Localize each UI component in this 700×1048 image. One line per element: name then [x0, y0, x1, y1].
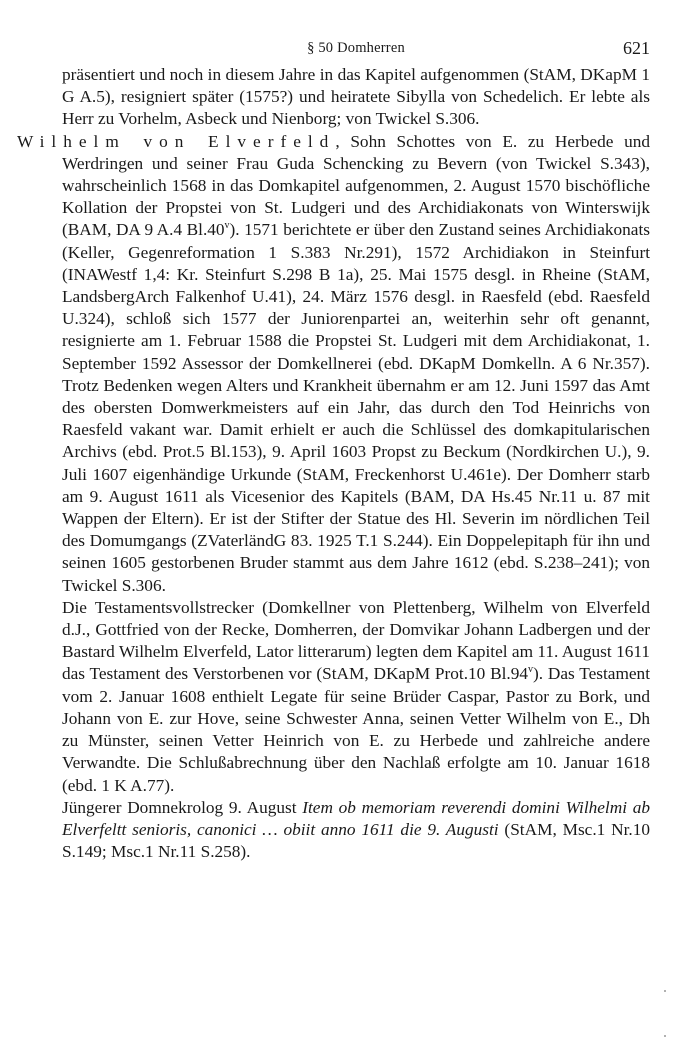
latin-quote: Item ob memoriam reverendi domini Wilhelmi ab Elverfeltt senioris, canonici … obiit anno 1611 die 9. Augusti	[62, 797, 650, 839]
running-header	[62, 40, 650, 62]
paragraph-continuation	[62, 64, 650, 131]
scan-speck	[664, 1035, 666, 1037]
paragraph-testament	[62, 597, 650, 797]
paragraph-text: präsentiert und noch in diesem Jahre in das Kapitel aufgenommen (StAM, DKapM 1 G A.5), resigniert später (1575?) und heiratete Sibylla von Schedelich. Er lebte als Herr zu Vorhelm, Asbeck und Nienborg; von Twickel S.306.	[62, 65, 650, 129]
entry-wilhelm-von-elverfeld	[17, 131, 650, 597]
paragraph-text: Die Testamentsvollstrecker (Domkellner von Plettenberg, Wilhelm von Elverfeld d.J., Gottfried von der Recke, Domherren, der Domvikar Johann Ladbergen und der Bastard Wilhelm Elverfeld, Lator litterarum) legten dem Kapitel am 11. August 1611 das Testament des Verstorbenen vor (StAM, DKapM Prot.10 Bl.94	[62, 597, 650, 684]
page-body	[17, 64, 650, 863]
page-number: 621	[623, 38, 650, 58]
paragraph-text: ). 1571 berichtete er über den Zustand seines Archidiakonats (Keller, Gegenreformation 1 S.383 Nr.291), 1572 Archidiakon in Steinfurt (INAWestf 1,4: Kr. Steinfurt S.298 B 1a), 25. Mai 1575 desgl. in Rheine (StAM, LandsbergArch Falkenhof U.41), 24. März 1576 desgl. in Raesfeld (ebd. Raesfeld U.324), schloß sich 1577 der Juniorenpartei an, weiterhin sehr oft genannt, resignierte am 1. Februar 1588 die Propstei St. Ludgeri mit dem Archidiakonat, 1. September 1592 Assessor der Domkellnerei (ebd. DKapM Domkelln. A 6 Nr.357). Trotz Bedenken wegen Alters und Krankheit übernahm er am 12. Juni 1597 das Amt des obersten Domwerkmeisters auf ein Jahr, das durch den Tod Heinrichs von Raesfeld vakant war. Damit erhielt er auch die Schlüssel des domkapitularischen Archivs (ebd. Prot.5 Bl.153), 9. April 1603 Propst zu Beckum (Nordkirchen U.), 9. Juli 1607 eigenhändige Urkunde (StAM, Freckenhorst U.461e). Der Domherr starb am 9. August 1611 als Vicesenior des Kapitels (BAM, DA Hs.45 Nr.11 u. 87 mit Wappen der Eltern). Er ist der Stifter der Statue des Hl. Severin im nördlichen Teil des Domumgangs (ZVaterländG 83. 1925 T.1 S.244). Ein Doppelepitaph für ihn und seinen 1605 gestorbenen Bruder stammt aus dem Jahre 1612 (ebd. S.238–241); von Twickel S.306.	[62, 220, 650, 595]
entry-name: Wilhelm von Elverfeld	[17, 131, 336, 151]
superscript: v	[528, 664, 534, 676]
paragraph-text: Jüngerer Domnekrolog 9. August	[62, 797, 303, 817]
paragraph-text: , Sohn Schottes von E. zu Herbede und Werdringen und seiner Frau Guda Schencking zu Bevern (von Twickel S.343), wahrscheinlich 1568 in das Domkapitel aufgenommen, 2. August 1570 bischöfliche Kollation der Propstei von St. Ludgeri und des Archidiakonats von Winterswijk (BAM, DA 9 A.4 Bl.40	[62, 131, 650, 240]
paragraph-necrology	[62, 797, 650, 864]
scan-speck	[664, 990, 666, 992]
paragraph-text: ). Das Testament vom 2. Januar 1608 enthielt Legate für seine Brüder Caspar, Pastor zu Bork, und Johann von E. zur Hove, seine Schwester Anna, seinen Vetter Wilhelm von E., Dh zu Münster, seinen Vetter Heinrich von E. zu Herbede und zahlreiche andere Verwandte. Die Schlußabrechnung über den Nachlaß erfolgte am 10. Januar 1618 (ebd. 1 K A.77).	[62, 664, 650, 795]
paragraph-text: (StAM, Msc.1 Nr.10 S.149; Msc.1 Nr.11 S.258).	[62, 819, 650, 862]
running-title: § 50 Domherren	[307, 40, 405, 56]
superscript: v	[224, 220, 230, 232]
